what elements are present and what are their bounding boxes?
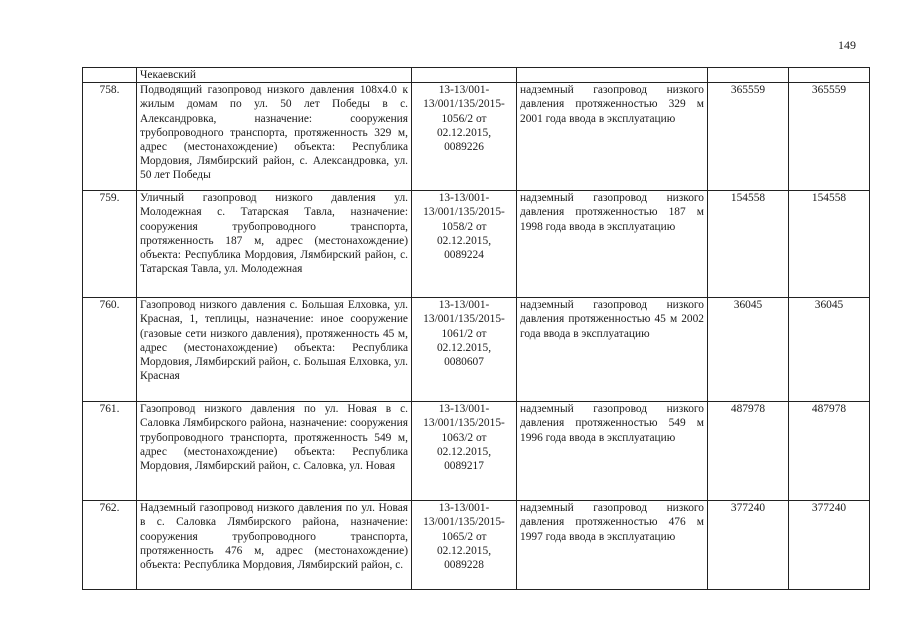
cell-value2: 36045 [789,298,870,402]
reg-line: 13/001/135/2015- [423,206,505,219]
reg-line: 02.12.2015, [436,341,492,354]
reg-line: 0080607 [444,356,484,369]
cell-name: Чекаевский [137,68,412,83]
cell-desc: надземный газопровод низкого давления протяженностью 476 м 1997 года ввода в эксплуатацию [517,501,708,590]
cell-num: 759. [83,191,137,298]
reg-line: 13/001/135/2015- [423,313,505,326]
cell-name: Уличный газопровод низкого давления ул. Молодежная с. Татарская Тавла, назначение: сооружения трубопроводного транспорта, протяженность 187 м, адрес (местонахождение) объекта: Республика Мордовия, Лямбирский район, с. Татарская Тавла, ул. Молодежная [137,191,412,298]
reg-line: 02.12.2015, [436,445,492,458]
reg-line: 13/001/135/2015- [423,417,505,430]
reg-line: 0089217 [444,460,484,473]
reg-line: 13-13/001- [438,84,490,97]
table-row [83,501,870,590]
reg-line: 0089224 [444,249,484,262]
reg-line: 02.12.2015, [436,234,492,247]
reg-line: 02.12.2015, [436,126,492,139]
table-row [83,191,870,298]
table-row [83,83,870,191]
reg-line: 1056/2 от [441,112,487,125]
reg-line: 13-13/001- [438,192,490,205]
cell-num: 758. [83,83,137,191]
reg-line: 13-13/001- [438,403,490,416]
cell-name: Подводящий газопровод низкого давления 108х4.0 к жилым домам по ул. 50 лет Победы в с. Александровка, назначение: сооружения трубопроводного транспорта, протяженность 329 м, адрес (местонахождение) объекта: Республика Мордовия, Лямбирский район, с. Александровка, ул. 50 лет Победы [137,83,412,191]
cell-reg [412,83,517,191]
reg-line: 0089228 [444,559,484,572]
cell-name: Газопровод низкого давления с. Большая Елховка, ул. Красная, 1, теплицы, назначение: иное сооружение (газовые сети низкого давления), протяженность 45 м, адрес (местонахождение) объекта: Республика Мордовия, Лямбирский район, с. Большая Елховка, ул. Красная [137,298,412,402]
cell-desc: надземный газопровод низкого давления протяженностью 549 м 1996 года ввода в эксплуатацию [517,402,708,501]
cell-desc: надземный газопровод низкого давления протяженностью 329 м 2001 года ввода в эксплуатацию [517,83,708,191]
reg-line: 1058/2 от [441,220,487,233]
reg-line: 1061/2 от [441,327,487,340]
cell-reg [412,501,517,590]
cell-name: Газопровод низкого давления по ул. Новая в с. Саловка Лямбирского района, назначение: сооружения трубопроводного транспорта, протяженность 549 м, адрес (местонахождение) объекта: Республика Мордовия, Лямбирский район, с. Саловка, ул. Новая [137,402,412,501]
cell-reg [412,298,517,402]
page-number: 149 [838,38,856,52]
cell-reg [412,191,517,298]
table-row-continuation [83,68,870,83]
reg-line: 0089226 [444,141,484,154]
cell-desc: надземный газопровод низкого давления протяженностью 187 м 1998 года ввода в эксплуатацию [517,191,708,298]
cell-num: 761. [83,402,137,501]
cell-desc [517,68,708,83]
cell-value1: 36045 [708,298,789,402]
cell-reg [412,402,517,501]
cell-value2: 377240 [789,501,870,590]
cell-value1: 487978 [708,402,789,501]
cell-num: 760. [83,298,137,402]
table-row [83,298,870,402]
cell-value1: 377240 [708,501,789,590]
cell-value2 [789,68,870,83]
reg-line: 1065/2 от [441,530,487,543]
reg-line: 13-13/001- [438,502,490,515]
cell-value1: 154558 [708,191,789,298]
cell-value2: 154558 [789,191,870,298]
property-registry-table [82,67,870,590]
cell-value1: 365559 [708,83,789,191]
reg-line: 13/001/135/2015- [423,98,505,111]
reg-line: 02.12.2015, [436,544,492,557]
cell-value1 [708,68,789,83]
reg-line: 1063/2 от [441,431,487,444]
cell-reg [412,68,517,83]
cell-value2: 487978 [789,402,870,501]
cell-name: Надземный газопровод низкого давления по ул. Новая в с. Саловка Лямбирского района, назначение: сооружения трубопроводного транспорта, протяженность 476 м, адрес (местонахождение) объекта: Республика Мордовия, Лямбирский район, с. [137,501,412,590]
cell-desc: надземный газопровод низкого давления протяженностью 45 м 2002 года ввода в эксплуатацию [517,298,708,402]
cell-num: 762. [83,501,137,590]
cell-num [83,68,137,83]
table-row [83,402,870,501]
reg-line: 13-13/001- [438,299,490,312]
cell-value2: 365559 [789,83,870,191]
reg-line: 13/001/135/2015- [423,516,505,529]
